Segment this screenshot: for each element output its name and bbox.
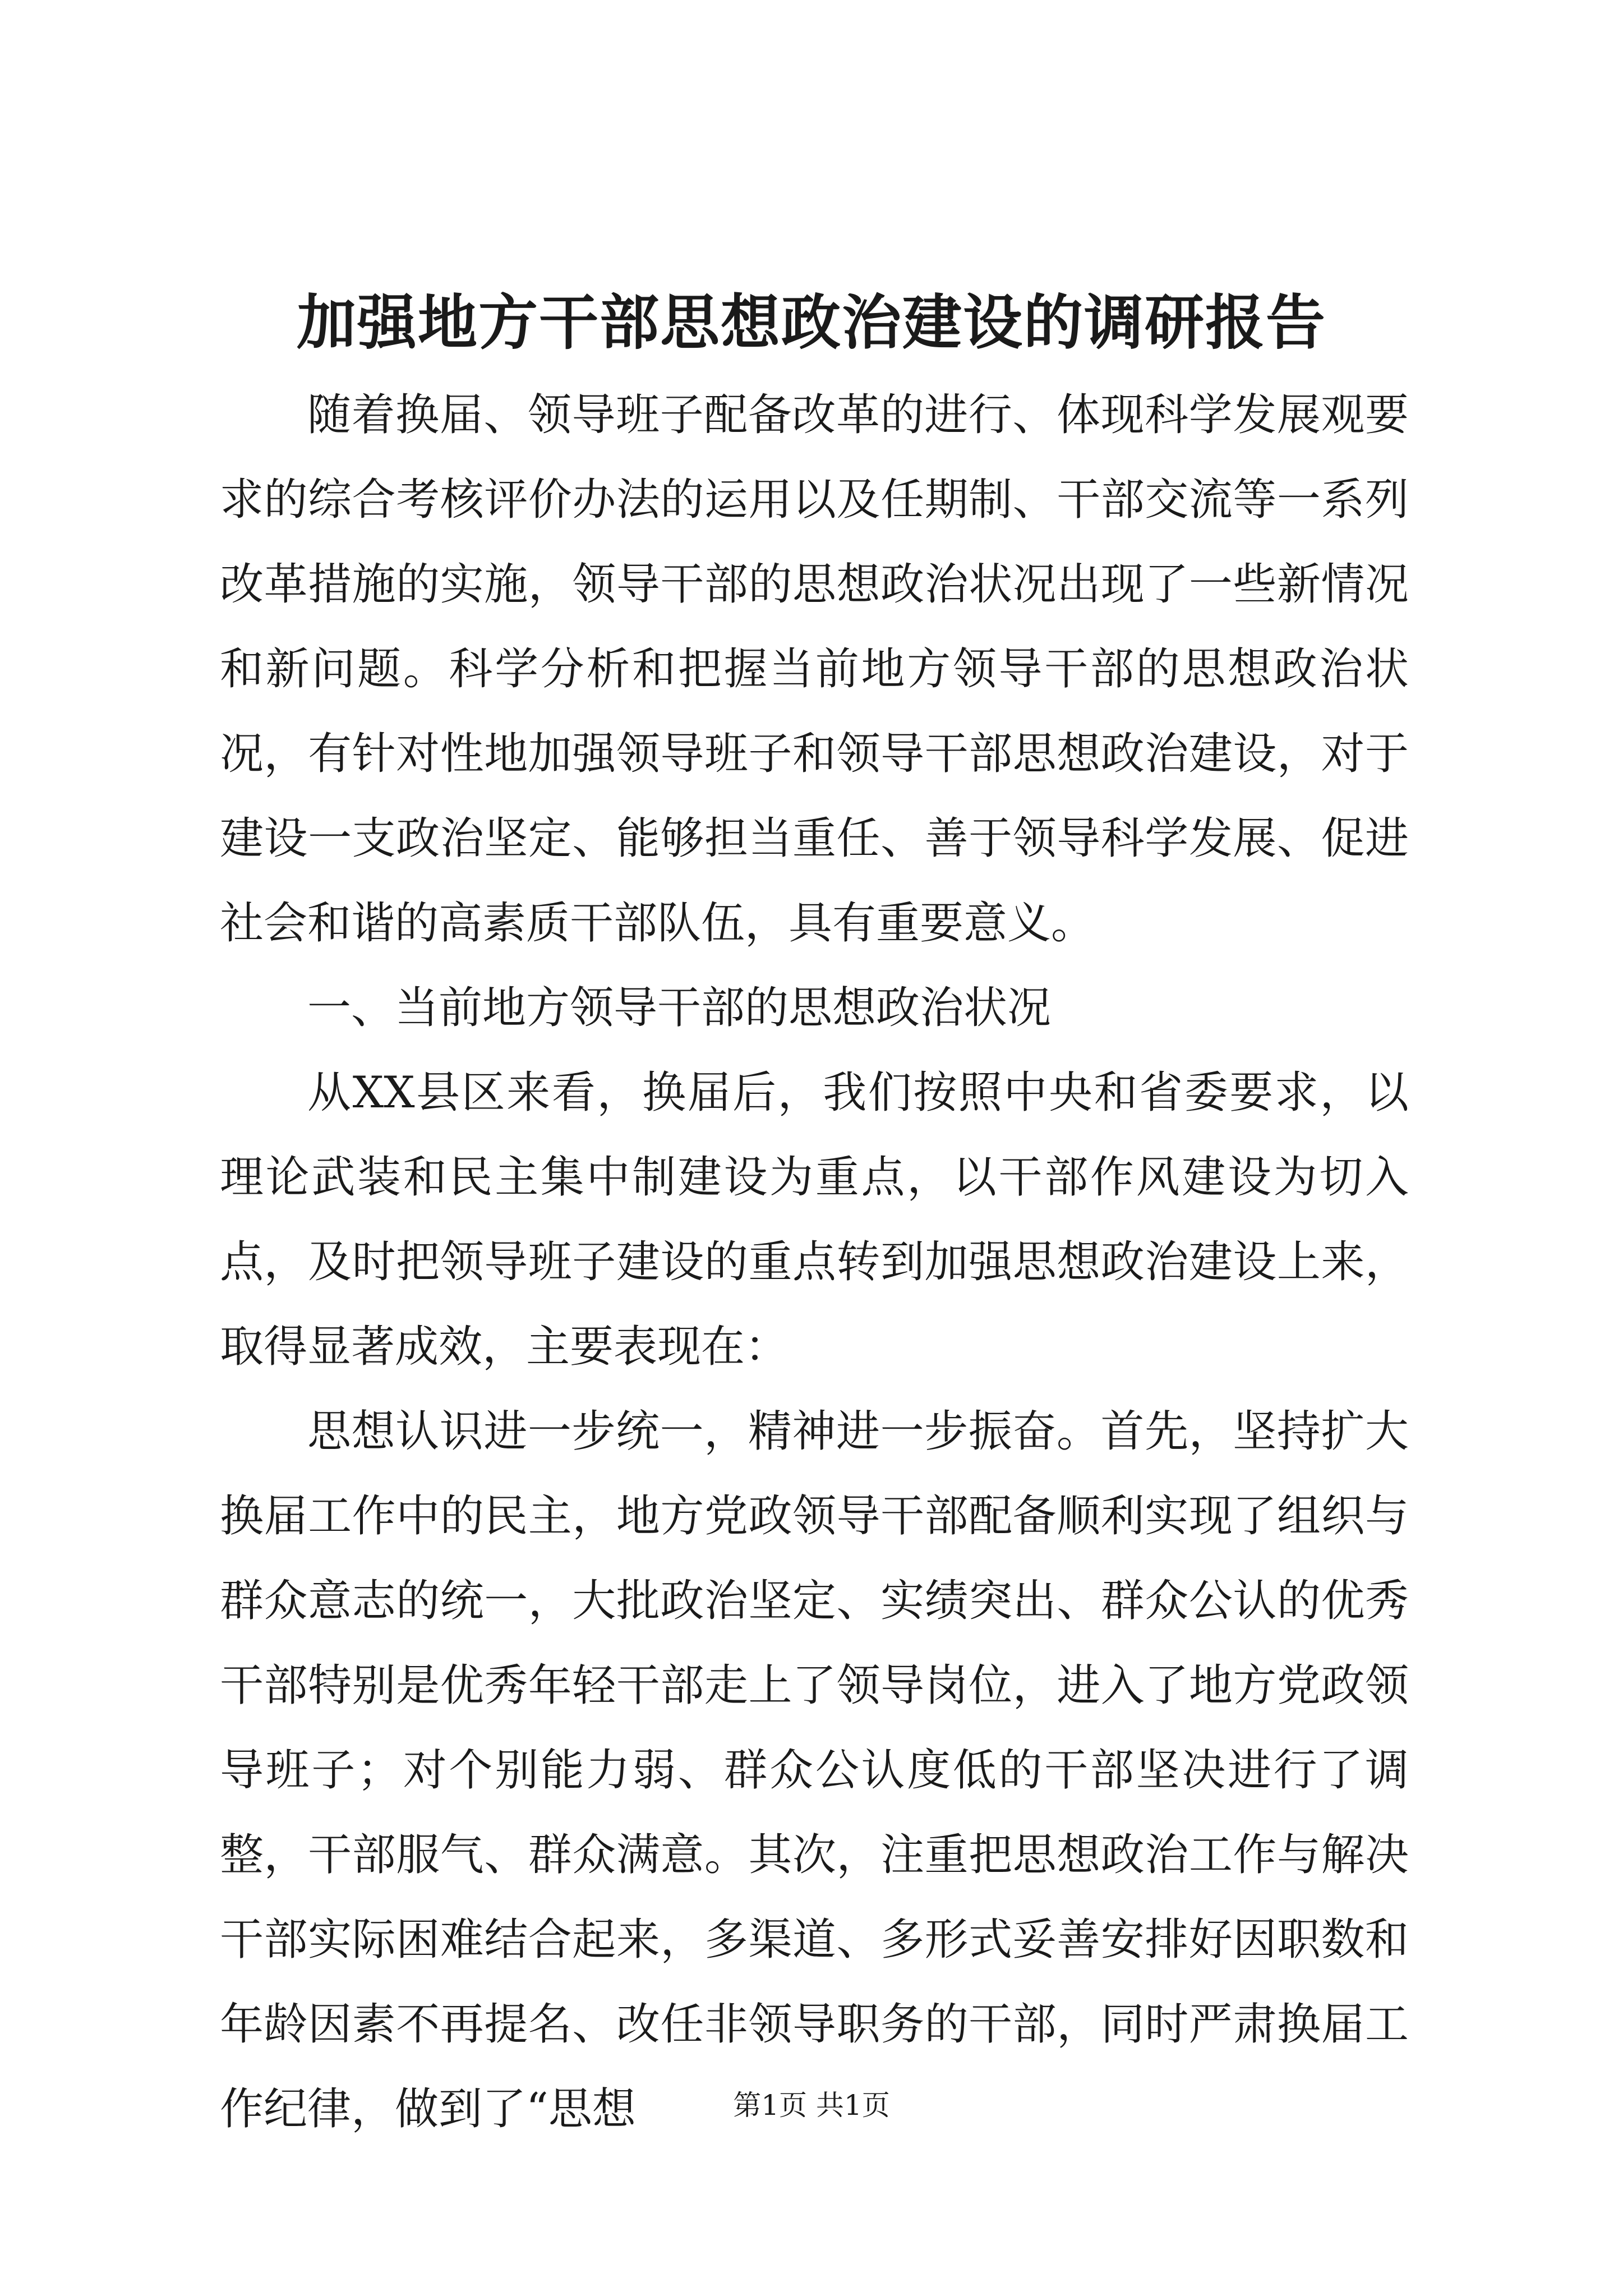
paragraph-county-overview: 从XX县区来看，换届后，我们按照中央和省委要求，以理论武装和民主集中制建设为重点，以干部作风建设为切入点，及时把领导班子建设的重点转到加强思想政治建设上来，取得显著成效，主要表现在： (220, 1068, 1409, 1372)
paragraph-intro: 随着换届、领导班子配备改革的进行、体现科学发展观要求的综合考核评价办法的运用以及任期制、干部交流等一系列改革措施的实施，领导干部的思想政治状况出现了一些新情况和新问题。科学分析和把握当前地方领导干部的思想政治状况，有针对性地加强领导班子和领导干部思想政治建设，对于建设一支政治坚定、能够担当重任、善于领导科学发展、促进社会和谐的高素质干部队伍，具有重要意义。 (220, 390, 1409, 949)
page-footer: 第1页 共1页 (733, 2089, 890, 2122)
paragraph-ideological-unity: 思想认识进一步统一，精神进一步振奋。首先，坚持扩大换届工作中的民主，地方党政领导干部配备顺利实现了组织与群众意志的统一，大批政治坚定、实绩突出、群众公认的优秀干部特别是优秀年轻干部走上了领导岗位，进入了地方党政领导班子；对个别能力弱、群众公认度低的干部坚决进行了调整，干部服气、群众满意。其次，注重把思想政治工作与解决干部实际困难结合起来，多渠道、多形式妥善安排好因职数和年龄因素不再提名、改任非领导职务的干部，同时严肃换届工作纪律，做到了“思想 (220, 1406, 1409, 2134)
document-body (220, 373, 1409, 2152)
section-heading-1: 一、当前地方领导干部的思想政治状况 (307, 983, 1052, 1033)
document-title: 加强地方干部思想政治建设的调研报告 (297, 287, 1326, 357)
